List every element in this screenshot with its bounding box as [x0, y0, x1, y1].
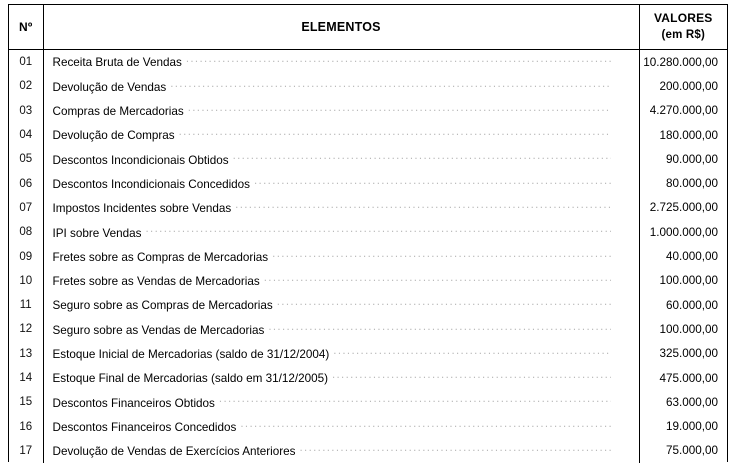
row-element-cell — [43, 220, 639, 244]
dot-leader — [333, 346, 610, 358]
row-number: 12 — [9, 317, 43, 341]
row-element-cell — [43, 74, 639, 98]
dot-leader — [179, 128, 611, 140]
row-value: 90.000,00 — [639, 147, 727, 171]
leader-wrap — [53, 444, 633, 459]
row-number: 01 — [9, 50, 43, 75]
row-element-label: Descontos Financeiros Concedidos — [52, 420, 237, 434]
column-header-values-unit: (em R$) — [661, 29, 706, 42]
dot-leader — [170, 79, 610, 91]
row-value: 80.000,00 — [639, 171, 727, 195]
dot-leader — [332, 371, 611, 383]
ledger-table — [9, 5, 727, 463]
dot-leader — [240, 419, 610, 431]
row-element-label: IPI sobre Vendas — [52, 226, 142, 240]
row-value: 1.000.000,00 — [639, 220, 727, 244]
leader-wrap — [53, 298, 633, 313]
row-element-cell — [43, 439, 639, 463]
row-number: 09 — [9, 244, 43, 268]
dot-leader — [235, 201, 610, 213]
table-row — [9, 342, 727, 366]
row-element-label: Fretes sobre as Vendas de Mercadorias — [52, 275, 260, 289]
leader-wrap — [53, 395, 633, 410]
row-element-label: Devolução de Compras — [52, 129, 175, 143]
column-header-number: Nº — [9, 5, 43, 50]
row-value: 180.000,00 — [639, 123, 727, 147]
leader-wrap — [53, 273, 633, 288]
table-row — [9, 147, 727, 171]
leader-wrap — [53, 371, 633, 386]
table-row — [9, 171, 727, 195]
row-element-cell — [43, 171, 639, 195]
dot-leader — [233, 152, 611, 164]
table-row — [9, 196, 727, 220]
row-element-cell — [43, 269, 639, 293]
dot-leader — [299, 444, 610, 456]
row-element-label: Compras de Mercadorias — [52, 105, 184, 119]
row-element-label: Descontos Incondicionais Concedidos — [52, 177, 251, 191]
row-number: 06 — [9, 171, 43, 195]
row-element-cell — [43, 123, 639, 147]
column-header-elements: ELEMENTOS — [43, 5, 639, 50]
table-body — [9, 50, 727, 464]
leader-wrap — [53, 176, 633, 191]
dot-leader — [146, 225, 611, 237]
dot-leader — [188, 103, 611, 115]
row-number: 10 — [9, 269, 43, 293]
row-number: 17 — [9, 439, 43, 463]
table-row — [9, 366, 727, 390]
table-row — [9, 99, 727, 123]
row-number: 05 — [9, 147, 43, 171]
row-element-cell — [43, 99, 639, 123]
row-element-cell — [43, 342, 639, 366]
row-number: 02 — [9, 74, 43, 98]
leader-wrap — [53, 55, 633, 70]
table-row — [9, 74, 727, 98]
row-element-cell — [43, 366, 639, 390]
table-row — [9, 50, 727, 75]
row-element-label: Impostos Incidentes sobre Vendas — [52, 202, 232, 216]
leader-wrap — [53, 128, 633, 143]
row-element-label: Devolução de Vendas — [52, 80, 167, 94]
table-row — [9, 244, 727, 268]
dot-leader — [268, 322, 610, 334]
row-value: 60.000,00 — [639, 293, 727, 317]
row-number: 04 — [9, 123, 43, 147]
row-element-cell — [43, 196, 639, 220]
table-row — [9, 269, 727, 293]
row-element-label: Descontos Incondicionais Obtidos — [52, 153, 229, 167]
row-element-label: Estoque Inicial de Mercadorias (saldo de 31/12/2004) — [52, 348, 330, 362]
row-value: 10.280.000,00 — [639, 50, 727, 75]
table-row — [9, 220, 727, 244]
row-number: 11 — [9, 293, 43, 317]
row-element-label: Seguro sobre as Compras de Mercadorias — [52, 299, 273, 313]
leader-wrap — [53, 346, 633, 361]
leader-wrap — [53, 152, 633, 167]
row-number: 07 — [9, 196, 43, 220]
row-element-cell — [43, 244, 639, 268]
row-value: 100.000,00 — [639, 317, 727, 341]
table-row — [9, 414, 727, 438]
row-element-label: Seguro sobre as Vendas de Mercadorias — [52, 323, 265, 337]
row-element-cell — [43, 414, 639, 438]
row-number: 13 — [9, 342, 43, 366]
leader-wrap — [53, 419, 633, 434]
ledger-table-frame — [8, 4, 728, 462]
dot-leader — [264, 273, 611, 285]
leader-wrap — [53, 322, 633, 337]
column-header-values — [639, 5, 727, 50]
leader-wrap — [53, 249, 633, 264]
row-value: 40.000,00 — [639, 244, 727, 268]
header-row — [9, 5, 727, 50]
row-element-label: Estoque Final de Mercadorias (saldo em 31/12/2005) — [52, 372, 328, 386]
leader-wrap — [53, 225, 633, 240]
leader-wrap — [53, 79, 633, 94]
row-element-cell — [43, 317, 639, 341]
dot-leader — [272, 249, 610, 261]
dot-leader — [219, 395, 611, 407]
dot-leader — [254, 176, 610, 188]
table-row — [9, 317, 727, 341]
table-row — [9, 390, 727, 414]
row-element-cell — [43, 293, 639, 317]
row-value: 63.000,00 — [639, 390, 727, 414]
row-value: 4.270.000,00 — [639, 99, 727, 123]
row-value: 2.725.000,00 — [639, 196, 727, 220]
dot-leader — [186, 55, 611, 67]
row-number: 08 — [9, 220, 43, 244]
row-number: 03 — [9, 99, 43, 123]
row-element-label: Fretes sobre as Compras de Mercadorias — [52, 250, 269, 264]
table-row — [9, 439, 727, 463]
row-value: 100.000,00 — [639, 269, 727, 293]
row-value: 475.000,00 — [639, 366, 727, 390]
leader-wrap — [53, 103, 633, 118]
row-element-cell — [43, 50, 639, 75]
row-value: 19.000,00 — [639, 414, 727, 438]
row-value: 325.000,00 — [639, 342, 727, 366]
dot-leader — [277, 298, 611, 310]
table-row — [9, 123, 727, 147]
table-row — [9, 293, 727, 317]
column-header-values-title: VALORES — [653, 10, 713, 25]
row-number: 16 — [9, 414, 43, 438]
row-element-cell — [43, 147, 639, 171]
leader-wrap — [53, 201, 633, 216]
row-element-cell — [43, 390, 639, 414]
row-number: 14 — [9, 366, 43, 390]
row-element-label: Descontos Financeiros Obtidos — [52, 396, 215, 410]
row-value: 200.000,00 — [639, 74, 727, 98]
row-element-label: Devolução de Vendas de Exercícios Anteriores — [52, 445, 296, 459]
row-element-label: Receita Bruta de Vendas — [52, 56, 182, 70]
row-value: 75.000,00 — [639, 439, 727, 463]
table-header — [9, 5, 727, 50]
row-number: 15 — [9, 390, 43, 414]
